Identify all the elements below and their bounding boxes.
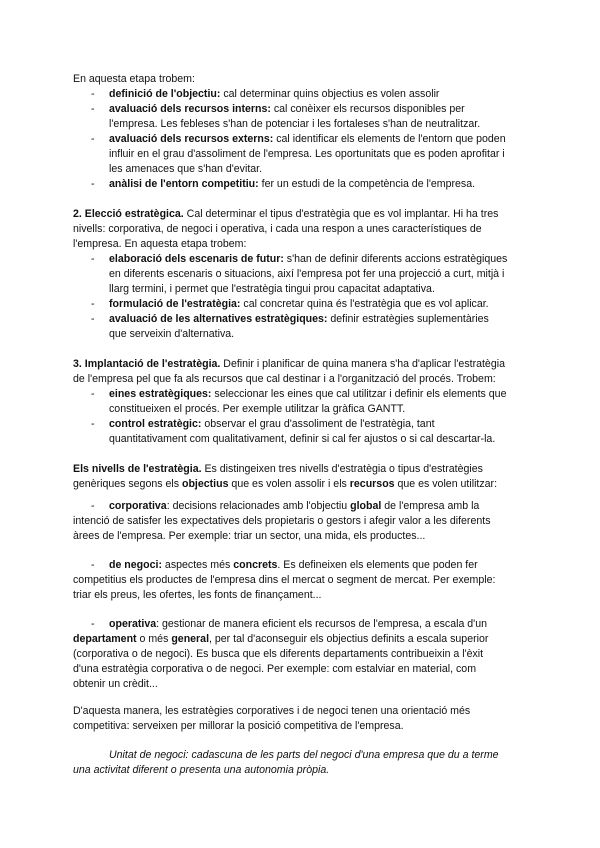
section-paragraph: [73, 357, 505, 372]
list-item-text: s'han de definir diferents accions estratègiques: [283, 253, 508, 265]
paragraph-line: àrees de l'empresa. Per exemple: triar un sector, una mida, els productes...: [73, 530, 426, 542]
paragraph-text: Es distingeixen tres nivells d'estratègia o tipus d'estratègies: [201, 463, 483, 475]
list-item-text: seleccionar les eines que cal utilitzar i definir els elements que: [211, 388, 507, 400]
paragraph-line: intenció de satisfer les expectatives dels propietaris o gestors i afegir valor a les diferents: [73, 515, 491, 527]
section-heading: Els nivells de l'estratègia.: [73, 463, 202, 475]
paragraph-line: competitius els productes de l'empresa dins el mercat o segment de mercat. Per exemple:: [73, 574, 496, 586]
list-item-continuation: en diferents escenaris o situacions, així l'empresa pot fer una projecció a curt, mitjà i: [109, 268, 505, 280]
list-item: [109, 417, 435, 432]
paragraph-text: Definir i planificar de quina manera s'ha d'aplicar l'estratègia: [220, 358, 505, 370]
keyword: recursos: [349, 478, 395, 490]
list-item: [109, 177, 475, 192]
list-item-text: cal conèixer els recursos disponibles per: [270, 103, 465, 115]
list-item-term: elaboració dels escenaris de futur:: [109, 253, 284, 265]
text-run: : gestionar de manera eficient els recursos de l'empresa, a escala d'un: [156, 618, 487, 630]
list-item: [109, 312, 489, 327]
paragraph-line: de l'empresa pel que fa als recursos que cal destinar i a l'organització del procés. Trobem:: [73, 373, 496, 385]
bullet-dash: -: [91, 253, 95, 265]
paragraph-text: Cal determinar el tipus d'estratègia que es vol implantar. Hi ha tres: [183, 208, 499, 220]
level-term: operativa: [109, 618, 157, 630]
text-run: de l'empresa amb la: [381, 500, 480, 512]
text-run: que es volen utilitzar:: [394, 478, 498, 490]
list-item-continuation: quantitativament com qualitativament, definir si cal fer ajustos o si cal descartar-la.: [109, 433, 496, 445]
keyword: concrets: [233, 559, 278, 571]
intro-text: En aquesta etapa trobem:: [73, 73, 195, 85]
list-item-term: avaluació de les alternatives estratègiques:: [109, 313, 328, 325]
paragraph-line: competitiva: serveixen per millorar la posició competitiva de l'empresa.: [73, 720, 404, 732]
text-run: , per tal d'aconseguir els objectius definits a escala superior: [209, 633, 489, 645]
list-item: [109, 132, 506, 147]
bullet-dash: -: [91, 178, 95, 190]
list-item-term: eines estratègiques:: [109, 388, 212, 400]
list-item-term: avaluació dels recursos externs:: [109, 133, 274, 145]
list-item-text: cal identificar els elements de l'entorn que poden: [273, 133, 506, 145]
section-heading: 2. Elecció estratègica.: [73, 208, 184, 220]
note-line: una activitat diferent o presenta una autonomia pròpia.: [73, 764, 330, 776]
list-item-continuation: que serveixin d'alternativa.: [109, 328, 235, 340]
list-item-term: definició de l'objectiu:: [109, 88, 221, 100]
text-run: aspectes més: [161, 559, 234, 571]
bullet-dash: -: [91, 388, 95, 400]
paragraph-line: l'empresa. En aquesta etapa trobem:: [73, 238, 247, 250]
text-run: : decisions relacionades amb l'objectiu: [166, 500, 351, 512]
list-item-text: definir estratègies suplementàries: [327, 313, 489, 325]
text-run: . Es defineixen els elements que poden fer: [277, 559, 478, 571]
paragraph-line: triar els preus, les ofertes, les fonts de finançament...: [73, 589, 322, 601]
keyword: objectius: [181, 478, 229, 490]
bullet-dash: -: [91, 103, 95, 115]
list-item-term: avaluació dels recursos interns:: [109, 103, 271, 115]
keyword: general: [171, 633, 210, 645]
note-line: Unitat de negoci: cadascuna de les parts del negoci d'una empresa que du a terme: [109, 749, 499, 761]
level-term: corporativa: [109, 500, 167, 512]
list-item: [109, 297, 489, 312]
text-run: genèriques segons els: [73, 478, 182, 490]
paragraph-line: D'aquesta manera, les estratègies corporatives i de negoci tenen una orientació més: [73, 705, 471, 717]
list-item-term: control estratègic:: [109, 418, 202, 430]
bullet-dash: -: [91, 313, 95, 325]
paragraph-line: nivells: corporativa, de negoci i operativa, i cada una respon a unes característiques de: [73, 223, 482, 235]
list-item: [109, 387, 506, 402]
bullet-dash: -: [91, 88, 95, 100]
list-item-text: observar el grau d'assoliment de l'estratègia, tant: [201, 418, 435, 430]
keyword: global: [350, 500, 382, 512]
paragraph-line: obtenir un crèdit...: [73, 678, 158, 690]
list-item-text: cal concretar quina és l'estratègia que es vol aplicar.: [240, 298, 489, 310]
list-item-term: formulació de l'estratègia:: [109, 298, 241, 310]
bullet-dash: -: [91, 418, 95, 430]
bullet-dash: -: [91, 133, 95, 145]
list-item-continuation: influir en el grau d'assoliment de l'empresa. Les oportunitats que es poden aprofitar i: [109, 148, 505, 160]
list-item-text: cal determinar quins objectius es volen assolir: [220, 88, 440, 100]
level-line: [109, 558, 478, 573]
list-item-continuation: constitueixen el procés. Per exemple utilitzar la gràfica GANTT.: [109, 403, 406, 415]
section-heading: 3. Implantació de l'estratègia.: [73, 358, 221, 370]
list-item: [109, 87, 439, 102]
bullet-dash: -: [91, 559, 95, 571]
section-paragraph: [73, 207, 498, 222]
list-item-term: anàlisi de l'entorn competitiu:: [109, 178, 259, 190]
list-item-continuation: les amenaces que s'han d'evitar.: [109, 163, 263, 175]
paragraph-line: [73, 632, 488, 647]
list-item-continuation: l'empresa. Les febleses s'han de potenciar i les fortaleses s'han de neutralitzar.: [109, 118, 481, 130]
list-item-text: fer un estudi de la competència de l'empresa.: [258, 178, 476, 190]
section-paragraph: [73, 462, 483, 477]
bullet-dash: -: [91, 500, 95, 512]
list-item-continuation: llarg termini, i permet que l'estratègia tingui prou capacitat adaptativa.: [109, 283, 435, 295]
bullet-dash: -: [91, 618, 95, 630]
level-term: de negoci:: [109, 559, 162, 571]
level-line: [109, 617, 487, 632]
list-item: [109, 102, 465, 117]
text-run: o més: [136, 633, 172, 645]
text-run: que es volen assolir i els: [228, 478, 350, 490]
list-item: [109, 252, 507, 267]
keyword: departament: [73, 633, 137, 645]
level-line: [109, 499, 479, 514]
paragraph-line: [73, 477, 497, 492]
paragraph-line: d'una estratègia corporativa o de negoci. Per exemple: com estalviar en material, com: [73, 663, 477, 675]
paragraph-line: (corporativa o de negoci). Es busca que els diferents departaments contribueixin a l'èxit: [73, 648, 484, 660]
bullet-dash: -: [91, 298, 95, 310]
